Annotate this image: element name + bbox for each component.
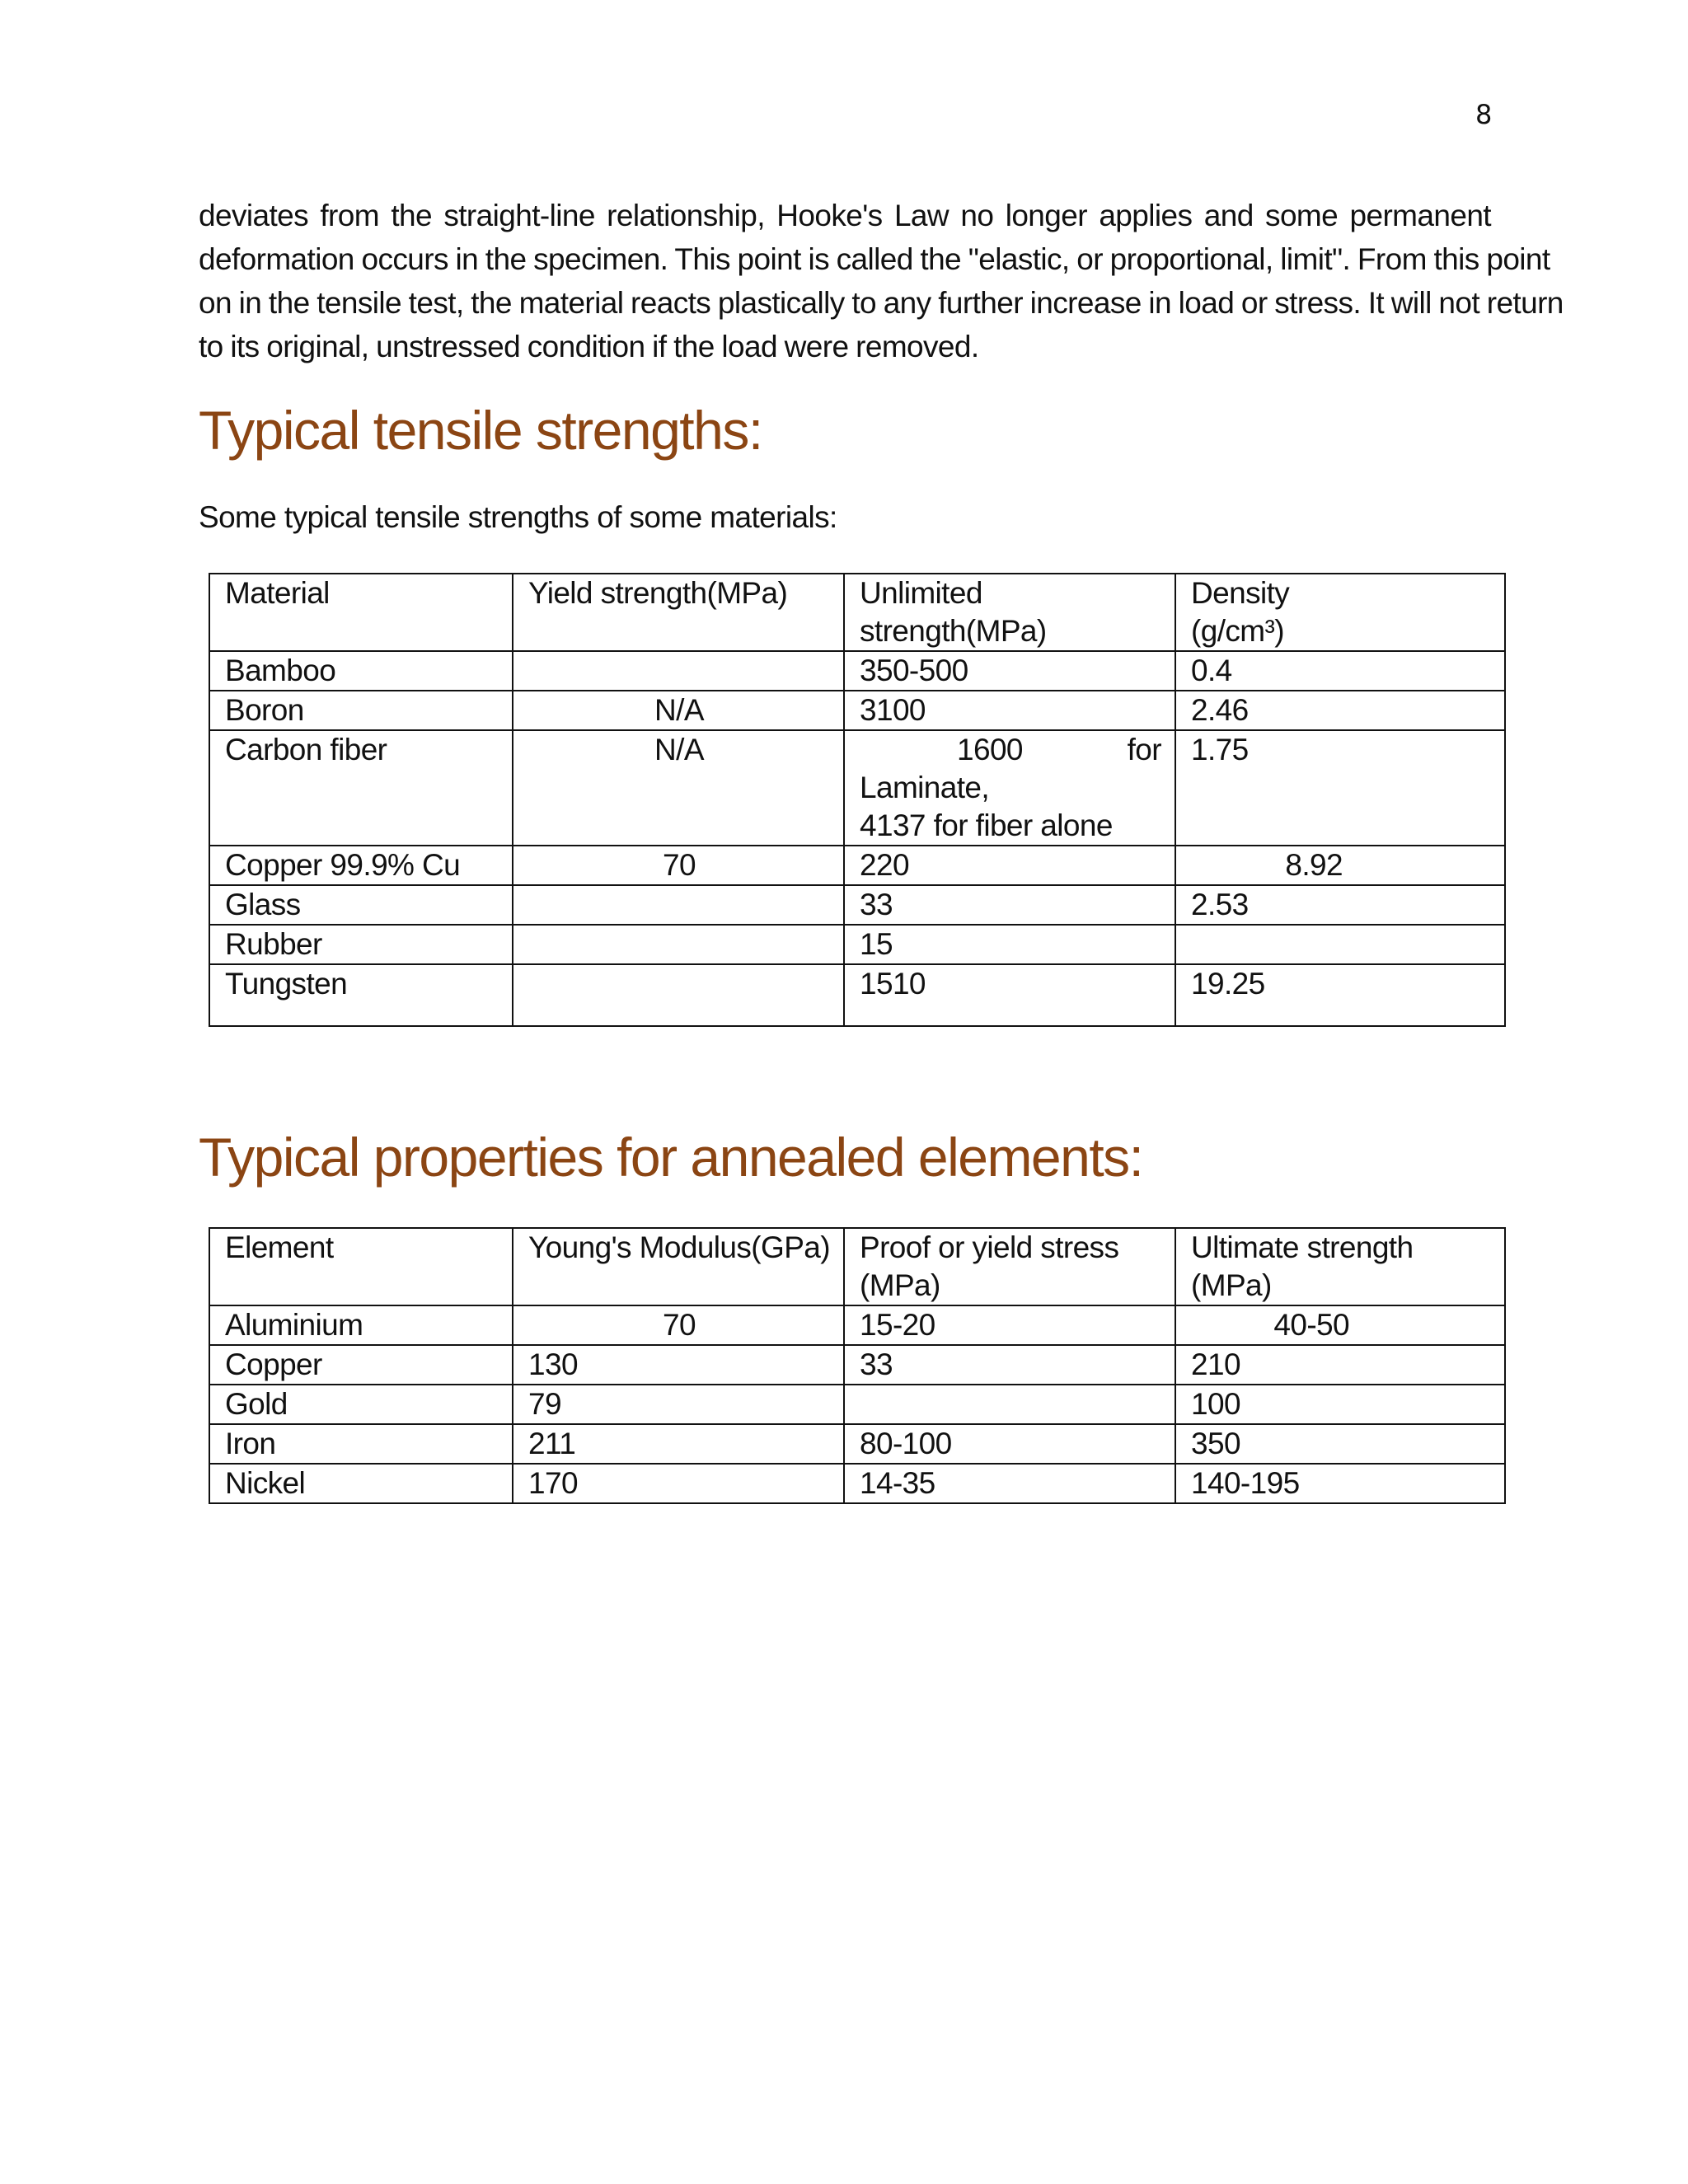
table-row (209, 1464, 1505, 1503)
ultimate-cell: 15 (844, 925, 1175, 964)
yield-cell: N/A (513, 730, 844, 846)
header-cell: Element (209, 1228, 513, 1305)
proof-cell (844, 1385, 1175, 1424)
material-cell: Tungsten (209, 964, 513, 1026)
table-row (209, 1424, 1505, 1464)
density-cell: 8.92 (1175, 846, 1505, 885)
header-cell: Unlimited strength(MPa) (844, 574, 1175, 651)
ultimate-line: 4137 for fiber alone (860, 808, 1113, 842)
yield-cell (513, 925, 844, 964)
table-row (209, 846, 1505, 885)
modulus-cell: 170 (513, 1464, 844, 1503)
ultimate-cell: 220 (844, 846, 1175, 885)
material-cell: Boron (209, 691, 513, 730)
ultimate-line: Laminate, (860, 771, 990, 804)
proof-cell: 80-100 (844, 1424, 1175, 1464)
intro-paragraph (199, 194, 1564, 368)
material-cell: Copper 99.9% Cu (209, 846, 513, 885)
material-cell: Bamboo (209, 651, 513, 691)
yield-cell (513, 651, 844, 691)
ultimate-cell: 40-50 (1175, 1305, 1505, 1345)
table-row (209, 925, 1505, 964)
header-cell: Young's Modulus(GPa) (513, 1228, 844, 1305)
table-header-row (209, 1228, 1505, 1305)
header-cell (1175, 1228, 1505, 1305)
table-row (209, 730, 1505, 846)
ultimate-cell (844, 730, 1175, 846)
tensile-strength-table (209, 573, 1506, 1027)
material-cell: Carbon fiber (209, 730, 513, 846)
element-cell: Nickel (209, 1464, 513, 1503)
header-proof-unit: (MPa) (860, 1268, 940, 1302)
annealed-elements-table (209, 1227, 1506, 1504)
header-cell: Yield strength(MPa) (513, 574, 844, 651)
header-ultimate-unit: (MPa) (1191, 1268, 1272, 1302)
density-cell: 2.46 (1175, 691, 1505, 730)
proof-cell: 15-20 (844, 1305, 1175, 1345)
paragraph-line: deviates from the straight-line relationship, Hooke's Law no longer applies and some permanent (199, 199, 1491, 232)
density-cell: 19.25 (1175, 964, 1505, 1026)
element-cell: Gold (209, 1385, 513, 1424)
paragraph-line: deformation occurs in the specimen. This point is called the "elastic, or proportional, limit". From this point (199, 242, 1550, 276)
yield-cell (513, 885, 844, 925)
ultimate-cell: 3100 (844, 691, 1175, 730)
table-row (209, 691, 1505, 730)
modulus-cell: 130 (513, 1345, 844, 1385)
element-cell: Iron (209, 1424, 513, 1464)
ultimate-cell: 350 (1175, 1424, 1505, 1464)
page-number: 8 (1475, 99, 1493, 130)
yield-cell (513, 964, 844, 1026)
ultimate-line (860, 731, 1161, 769)
element-cell: Aluminium (209, 1305, 513, 1345)
header-cell: Material (209, 574, 513, 651)
modulus-cell: 79 (513, 1385, 844, 1424)
header-density-unit: (g/cm³) (1191, 614, 1284, 648)
modulus-cell: 70 (513, 1305, 844, 1345)
table-row (209, 1305, 1505, 1345)
ultimate-value-laminate: 1600 (957, 733, 1023, 766)
header-cell (844, 1228, 1175, 1305)
density-cell: 2.53 (1175, 885, 1505, 925)
section-heading-tensile: Typical tensile strengths: (199, 400, 762, 461)
yield-cell: 70 (513, 846, 844, 885)
proof-cell: 33 (844, 1345, 1175, 1385)
tensile-intro-text: Some typical tensile strengths of some materials: (199, 500, 837, 534)
ultimate-cell: 210 (1175, 1345, 1505, 1385)
modulus-cell: 211 (513, 1424, 844, 1464)
proof-cell: 14-35 (844, 1464, 1175, 1503)
element-cell: Copper (209, 1345, 513, 1385)
paragraph-line: to its original, unstressed condition if the load were removed. (199, 330, 979, 363)
table-row (209, 885, 1505, 925)
header-ultimate-label: Ultimate strength (1191, 1230, 1414, 1264)
material-cell: Glass (209, 885, 513, 925)
table-row (209, 651, 1505, 691)
header-cell (1175, 574, 1505, 651)
yield-cell: N/A (513, 691, 844, 730)
paragraph-line: on in the tensile test, the material reacts plastically to any further increase in load or stress. It will not return (199, 286, 1564, 320)
table-header-row (209, 574, 1505, 651)
section-heading-annealed: Typical properties for annealed elements: (199, 1127, 1143, 1188)
header-proof-label: Proof or yield stress (860, 1230, 1119, 1264)
ultimate-cell: 1510 (844, 964, 1175, 1026)
table-row (209, 1345, 1505, 1385)
density-cell (1175, 925, 1505, 964)
ultimate-cell: 100 (1175, 1385, 1505, 1424)
table-row (209, 964, 1505, 1026)
table-row (209, 1385, 1505, 1424)
density-cell: 1.75 (1175, 730, 1505, 846)
ultimate-for-word: for (1127, 733, 1161, 766)
ultimate-cell: 350-500 (844, 651, 1175, 691)
density-cell: 0.4 (1175, 651, 1505, 691)
header-density-label: Density (1191, 576, 1290, 610)
ultimate-cell: 140-195 (1175, 1464, 1505, 1503)
ultimate-cell: 33 (844, 885, 1175, 925)
material-cell: Rubber (209, 925, 513, 964)
